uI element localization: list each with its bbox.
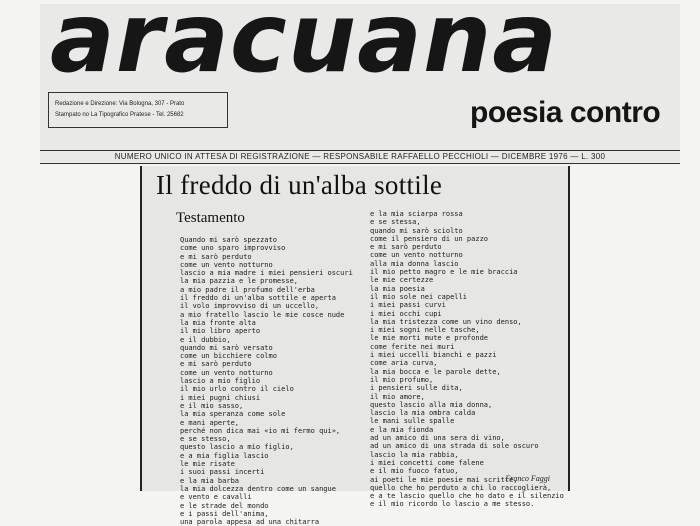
poem-line: il mio libro aperto [180,327,261,336]
poem-line: come un bicchiere colmo [180,352,277,361]
poem-line: e la mia barba [180,476,240,485]
poem-line: e la mia sciarpa rossa [370,210,463,218]
poem-line: e la mia fionda [370,425,434,434]
masthead-subtitle: poesia contro [470,96,661,129]
poem-line: i miei sogni nelle tasche, [370,326,480,335]
editorial-address: Redazione e Direzione: Via Bologna, 307 - Prato [55,101,185,107]
poem-line: una parola appesa ad una chitarra [180,518,320,526]
poem-line: le mie risate [180,460,235,469]
poem-line: la mia bocca e le parole dette, [370,367,501,376]
printer-info: Stampato no La Tipografico Pratese - Tel. 25682 [55,112,184,118]
poem-line: e il mio sasso, [180,401,244,410]
poem-line: i miei occhi cupi [370,309,442,318]
poem-line: quando mi sarò sciolto [370,226,463,235]
poem-line: e mani aperte, [180,418,240,427]
poem-line: alla mia donna lascio [370,259,459,268]
poem-line: ai poeti le mie poesie mai scritte, [370,475,518,484]
poem-line: e il mio fuoco fatuo, [370,467,459,476]
poem-line: lascio a mia madre i miei pensieri oscuri [180,269,353,278]
poem-line: e vento e cavalli [180,493,252,502]
poem-line: il freddo di un'alba sottile e aperta [180,294,336,303]
poem-line: e a mia figlia lascio [180,451,269,460]
poem-line: la mia tristezza come un vino denso, [370,317,522,326]
poem-line: perché non dica mai «io mi fermo qui», [180,426,341,435]
poem-line: lascio a mio figlio [180,377,261,386]
poem-line: e se stesso, [180,435,231,444]
poem-line: e mi sarò perduto [370,243,442,252]
poem-line: il volo improvviso di un uccello, [180,302,320,311]
poem-line: le mie certezze [370,276,434,285]
poem-line: lascio la mia ombra calda [370,409,476,418]
poem-line: come il pensiero di un pazzo [370,234,489,243]
poem-line: come un vento notturno [370,251,463,260]
poem-line: e mi sarò perduto [180,252,252,261]
poem-line: e i passi dell'anima, [180,509,269,518]
poem-right-column [370,210,566,509]
poem-line: come un vento notturno [180,368,273,377]
poem-line: quello che ho perduto a chi lo raccoglierà, [370,483,552,492]
poem-line: come uno sparo improvviso [180,244,286,253]
poem-line: il mio profumo, [370,375,434,384]
poem-line: e a te lascio quello che ho dato e il silenzio [370,492,564,501]
poem-line: come un vento notturno [180,260,273,269]
article [140,166,570,526]
poem-line: i suoi passi incerti [180,468,265,477]
masthead [40,0,680,164]
poem-line: a mio padre il profumo dell'erba [180,285,315,294]
poem-line: quando mi sarò versato [180,343,273,352]
poem-line: i miei uccelli bianchi e pazzi [370,351,497,360]
poem-line: la mia dolcezza dentro come un sangue [180,484,336,493]
poem-line: come ferite nei muri [370,342,455,351]
author-signature: Franco Faggi [505,474,550,483]
poem-line: i pensieri sulle dita, [370,384,463,393]
poem-line: questo lascio a mio figlio, [180,443,294,452]
poem-line: le mie morti mute e profonde [370,334,489,343]
poem-line: il mio petto magro e le mie braccia [370,268,518,277]
poem-line: ad un amico di una sera di vino, [370,434,505,443]
poem-title: Testamento [176,210,245,226]
poem-line: la mia pazzia e le promesse, [180,277,299,286]
poem-line: e il dubbio, [180,335,231,344]
poem-line: le mani sulle spalle [370,417,455,426]
masthead-title: aracuana [50,0,559,94]
poem-line: questo lascio alla mia donna, [370,400,493,409]
poem-line: e le strade del mondo [180,501,269,510]
poem-line: il mio urlo contro il cielo [180,385,294,394]
poem-line: lascio la mia rabbia, [370,450,459,459]
poem-line: i miei pugni chiusi [180,393,261,402]
poem-line: i miei concetti come falene [370,458,484,467]
issue-banner: NUMERO UNICO IN ATTESA DI REGISTRAZIONE — RESPONSABILE RAFFAELLO PECCHIOLI — DICEMBRE 1976 — L. 300 [40,150,680,164]
poem-line: e il mio ricordo lo lascio a me stesso. [370,500,535,509]
poem-line: la mia speranza come sole [180,410,286,419]
poem-line: Quando mi sarò spezzato [180,236,277,244]
poem-left-column [180,236,380,526]
poem-line: la mia fronte alta [180,318,256,327]
poem-line: ad un amico di una strada di sole oscuro [370,442,539,451]
poem-line: la mia poesia [370,284,425,293]
poem-line: il mio sole nei capelli [370,292,467,301]
poem-line: come aria curva, [370,359,438,368]
poem-line: a mio fratello lascio le mie cosce nude [180,310,345,319]
article-headline: Il freddo di un'alba sottile [156,170,443,200]
editorial-info-box [48,92,228,128]
poem-line: il mio amore, [370,392,425,401]
poem-line: e se stessa, [370,218,421,227]
poem-line: e mi sarò perduto [180,360,252,369]
poem-line: i miei passi curvi [370,301,446,310]
